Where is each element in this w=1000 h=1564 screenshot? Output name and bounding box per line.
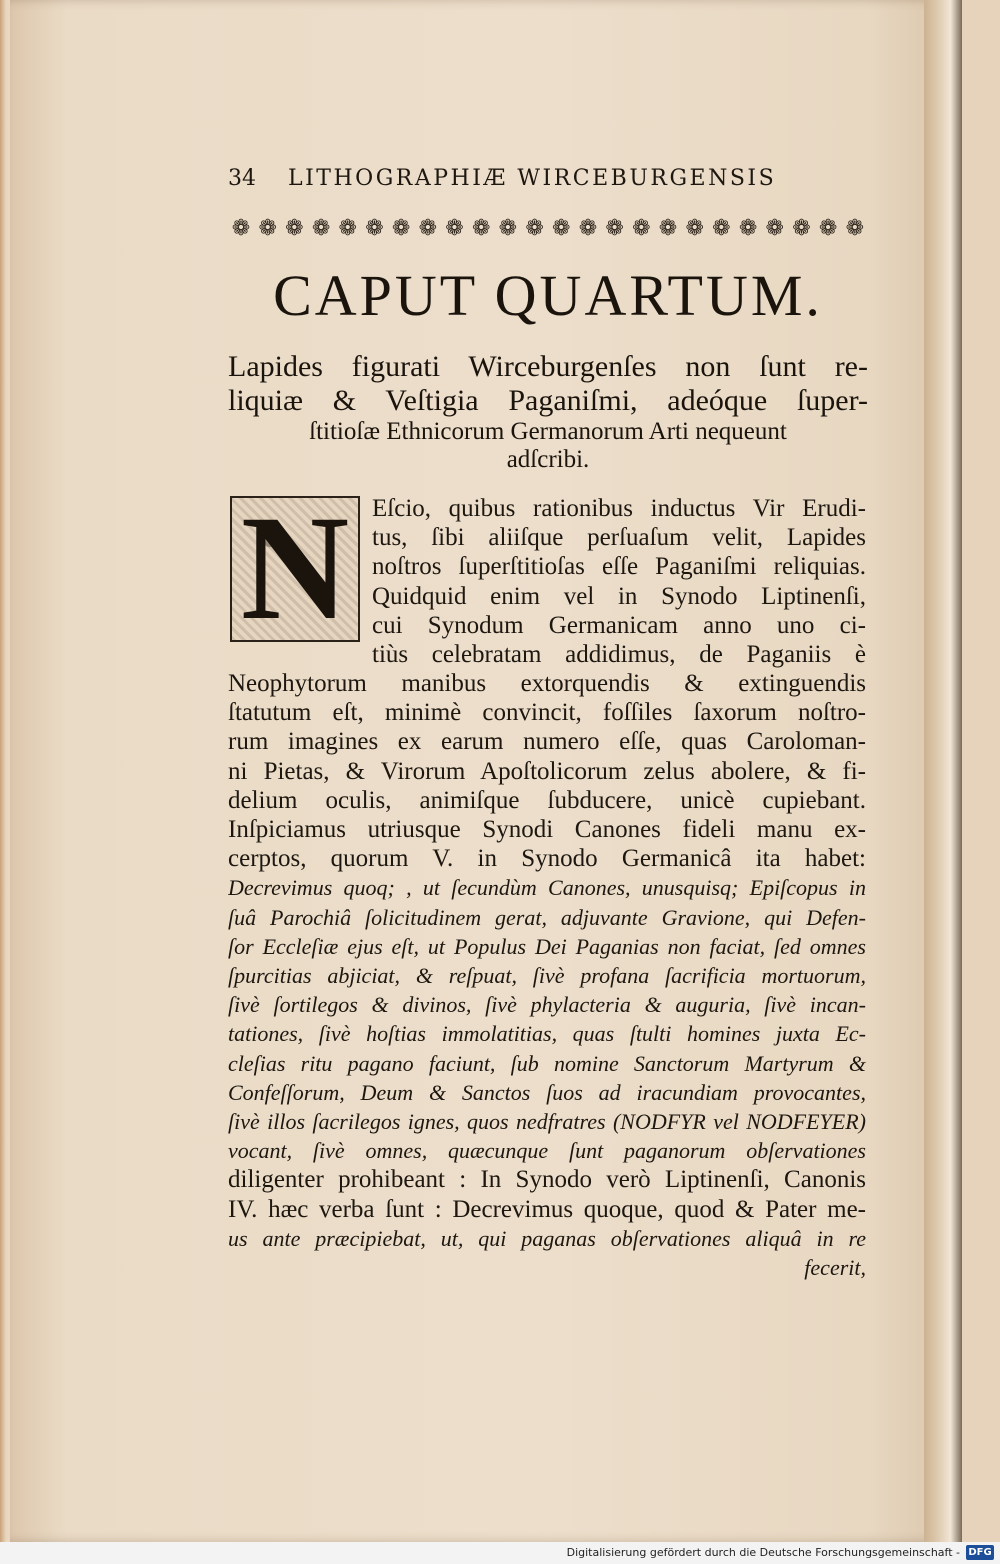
- ornament-border: [230, 214, 866, 244]
- text-line: ni Pietas, & Virorum Apoſtolicorum zelus abolere, & fi-: [228, 757, 866, 785]
- chapter-subtitle: [228, 350, 868, 474]
- text-line-italic: cleſias ritu pagano faciunt, ſub nomine Sanctorum Martyrum &: [228, 1050, 866, 1076]
- text-line-italic: ſivè ſortilegos & divinos, ſivè phylacteria & auguria, ſivè incan-: [228, 992, 866, 1018]
- ornament-icon: ❁: [258, 216, 277, 241]
- subtitle-line: adſcribi.: [506, 446, 590, 473]
- ornament-icon: ❁: [552, 216, 571, 241]
- text-line: tiùs celebratam addidimus, de Paganiis è: [372, 641, 866, 669]
- text-line: rum imagines ex earum numero eſſe, quas Caroloman-: [228, 728, 866, 756]
- funding-notice: Digitalisierung gefördert durch die Deutsche Forschungsgemeinschaft -: [566, 1546, 960, 1559]
- ornament-icon: ❁: [605, 216, 624, 241]
- ornament-icon: ❁: [445, 216, 464, 241]
- text-line-italic: Decrevimus quoq; , ut ſecundùm Canones, unusquisq; Epiſcopus in: [228, 875, 866, 901]
- subtitle-line: liquiæ & Veſtigia Paganiſmi, adeóque ſuper-: [228, 384, 868, 417]
- text-line: IV. hæc verba ſunt : Decrevimus quoque, quod & Pater me-: [228, 1195, 866, 1223]
- text-line: cerptos, quorum V. in Synodo Germanicâ ita habet:: [228, 845, 866, 873]
- text-line-italic: ſor Eccleſiæ ejus eſt, ut Populus Dei Paganias non faciat, ſed omnes: [228, 933, 866, 959]
- page-number: 34: [228, 166, 256, 191]
- body-text: [228, 669, 866, 1282]
- text-line: Inſpiciamus utriusque Synodi Canones fideli manu ex-: [228, 816, 866, 844]
- ornament-icon: ❁: [471, 216, 491, 241]
- text-line-italic: vocant, ſivè omnes, quæcunque ſunt paganorum obſervationes: [228, 1138, 866, 1164]
- text-line-italic: us ante præcipiebat, ut, qui paganas obſervationes aliquâ in re: [228, 1225, 866, 1251]
- initial-letter: N: [240, 485, 350, 651]
- text-line-italic: ſivè illos ſacrilegos ignes, quos nedfratres (NODFYR vel NODFEYER): [228, 1109, 866, 1135]
- page-edge: [924, 0, 962, 1542]
- subtitle-line: ſtitioſæ Ethnicorum Germanorum Arti nequeunt: [309, 418, 787, 445]
- catchword: fecerit,: [804, 1255, 866, 1281]
- text-line-italic: Confeſſorum, Deum & Sanctos ſuos ad iracundiam provocantes,: [228, 1079, 866, 1105]
- text-line: cui Synodum Germanicam anno uno ci-: [372, 611, 866, 639]
- body-text-beside-initial: [372, 494, 866, 669]
- ornament-icon: ❁: [231, 216, 251, 241]
- ornament-icon: ❁: [578, 216, 598, 241]
- subtitle-line: Lapides figurati Wirceburgenſes non ſunt re-: [228, 350, 868, 383]
- ornament-icon: ❁: [418, 216, 438, 241]
- ornament-icon: ❁: [845, 216, 865, 241]
- ornament-icon: ❁: [658, 216, 678, 241]
- decorated-initial: [230, 485, 360, 651]
- ornament-icon: ❁: [525, 216, 544, 241]
- ornament-icon: ❁: [285, 216, 304, 241]
- ornament-icon: ❁: [365, 216, 384, 241]
- ornament-icon: ❁: [738, 216, 758, 241]
- ornament-icon: ❁: [498, 216, 518, 241]
- ornament-icon: ❁: [765, 216, 784, 241]
- ornament-icon: ❁: [311, 216, 331, 241]
- text-line: tus, ſibi aliiſque perſuaſum velit, Lapides: [372, 524, 866, 552]
- ornament-icon: ❁: [632, 216, 651, 241]
- text-line: diligenter prohibeant : In Synodo verò Liptinenſi, Canonis: [228, 1166, 866, 1194]
- ornament-icon: ❁: [685, 216, 704, 241]
- ornament-icon: ❁: [712, 216, 731, 241]
- text-line-italic: ſpurcitias abjiciat, & reſpuat, ſivè profana ſacrificia mortuorum,: [228, 963, 866, 989]
- running-head: [228, 166, 868, 198]
- text-line: Neophytorum manibus extorquendis & extinguendis: [228, 670, 866, 697]
- text-line: Eſcio, quibus rationibus inductus Vir Erudi-: [372, 495, 866, 522]
- dfg-logo: DFG: [966, 1545, 994, 1560]
- ornament-icon: ❁: [391, 216, 411, 241]
- text-line: ſtatutum eſt, minimè convincit, foſſiles ſaxorum noſtro-: [228, 699, 866, 727]
- chapter-title: CAPUT QUARTUM.: [273, 263, 823, 328]
- running-head-title: LITHOGRAPHIÆ WIRCEBURGENSIS: [288, 166, 777, 191]
- text-line-italic: tationes, ſivè hoſtias immolatitias, quas ſtulti homines juxta Ec-: [228, 1021, 866, 1047]
- ornament-icon: ❁: [818, 216, 838, 241]
- text-line-italic: ſuâ Parochiâ ſolicitudinem gerat, adjuvante Gravione, qui Defen-: [228, 904, 866, 930]
- text-line: noſtros ſuperſtitioſas eſſe Paganiſmi reliquias.: [372, 553, 866, 581]
- text-line: delium oculis, animiſque ſubducere, unicè cupiebant.: [228, 786, 866, 814]
- ornament-icon: ❁: [338, 216, 357, 241]
- ornament-icon: ❁: [792, 216, 811, 241]
- text-line: Quidquid enim vel in Synodo Liptinenſi,: [372, 582, 866, 610]
